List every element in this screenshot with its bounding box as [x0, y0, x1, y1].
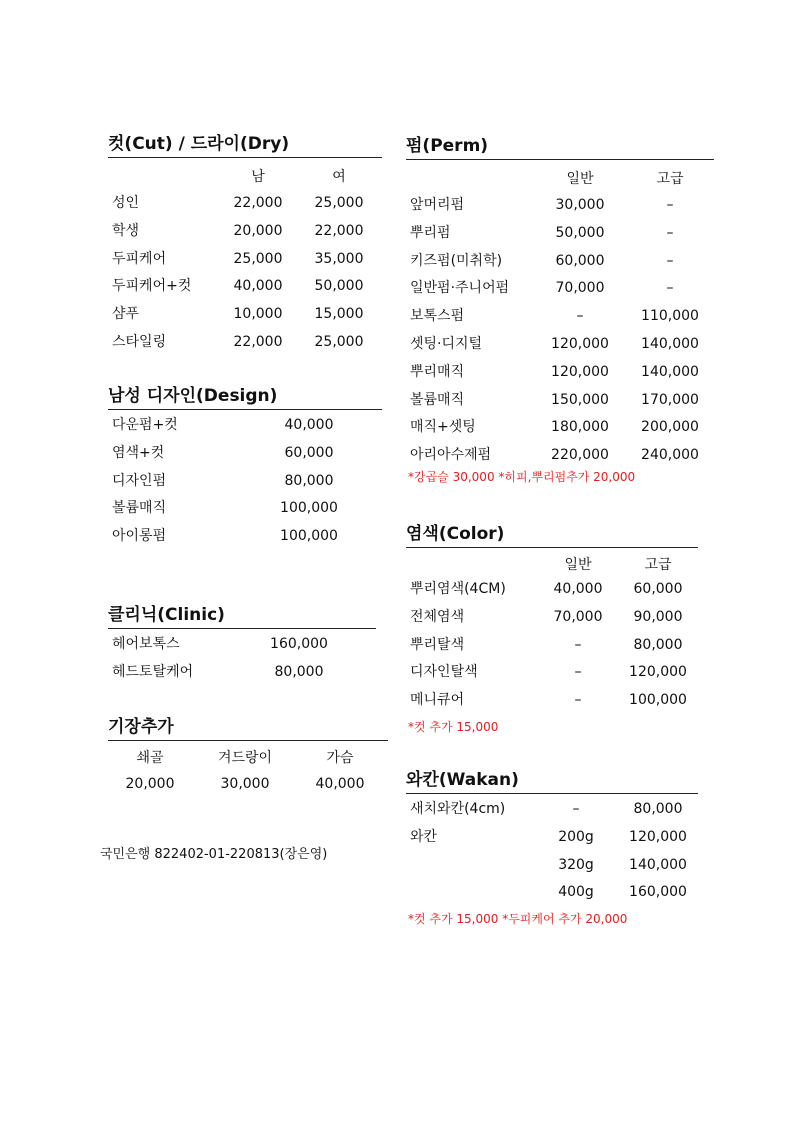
price-regular: 220,000 — [551, 447, 609, 464]
perm-row — [406, 192, 714, 220]
price-male: 25,000 — [233, 250, 283, 267]
perm-note: *강곱슬 30,000 *히피,뿌리펌추가 20,000 — [408, 470, 636, 484]
design-title: 남성 디자인(Design) — [108, 386, 278, 406]
price-premium: 120,000 — [629, 664, 687, 681]
item-name: 두피케어 — [112, 250, 167, 267]
price-premium: 60,000 — [633, 581, 683, 597]
item-name: 뿌리염색(4CM) — [410, 581, 506, 597]
price-male: 22,000 — [233, 333, 283, 350]
item-name: 다운펌+컷 — [112, 417, 178, 433]
cut-title: 컷(Cut) / 드라이(Dry) — [108, 134, 290, 154]
item-name: 헤드토탈케어 — [112, 663, 194, 680]
price-regular: – — [574, 664, 582, 681]
item-price: 80,000 — [633, 801, 683, 817]
length-value-collarbone: 20,000 — [125, 776, 175, 792]
item-name: 볼륨매직 — [410, 391, 465, 408]
price-female: 15,000 — [314, 306, 364, 323]
color-section — [406, 523, 698, 715]
item-name: 디자인펌 — [112, 472, 167, 489]
price-premium: 240,000 — [641, 447, 699, 464]
color-row — [406, 604, 698, 632]
item-name: 매직+셋팅 — [410, 419, 476, 436]
item-price: 120,000 — [629, 828, 687, 845]
wakan-title: 와칸(Wakan) — [406, 770, 519, 790]
cut-header — [108, 162, 382, 188]
perm-row — [406, 220, 714, 248]
wakan-row — [406, 824, 698, 852]
perm-row — [406, 414, 714, 442]
design-row — [108, 412, 382, 440]
price-male: 22,000 — [233, 195, 283, 211]
price-premium: 170,000 — [641, 391, 699, 408]
perm-row — [406, 442, 714, 470]
design-row — [108, 495, 382, 523]
option: 400g — [558, 884, 594, 901]
perm-row — [406, 331, 714, 359]
item-price: 40,000 — [284, 417, 334, 433]
price-premium: – — [666, 252, 674, 269]
item-name: 셋팅·디지털 — [410, 335, 483, 352]
perm-header-premium: 고급 — [656, 171, 684, 187]
item-name: 학생 — [112, 222, 140, 239]
color-note: *컷 추가 15,000 — [408, 720, 499, 734]
price-regular: – — [574, 692, 582, 709]
clinic-section — [108, 604, 376, 687]
color-header-regular: 일반 — [564, 557, 592, 573]
item-name: 샴푸 — [112, 306, 140, 323]
wakan-row — [406, 879, 698, 907]
item-name: 보톡스펌 — [410, 308, 465, 325]
item-name: 디자인탈색 — [410, 664, 478, 681]
price-premium: – — [666, 224, 674, 241]
price-female: 25,000 — [314, 333, 364, 350]
price-premium: 110,000 — [641, 308, 699, 325]
perm-header-regular: 일반 — [566, 171, 594, 187]
wakan-row — [406, 796, 698, 824]
perm-divider — [406, 159, 714, 160]
item-name: 와칸 — [410, 828, 438, 845]
item-price: 160,000 — [270, 636, 328, 652]
item-name: 앞머리펌 — [410, 197, 465, 213]
item-name: 메니큐어 — [410, 692, 465, 709]
item-name: 전체염색 — [410, 608, 465, 625]
cut-row — [108, 190, 382, 218]
color-row — [406, 659, 698, 687]
item-name: 뿌리매직 — [410, 363, 465, 380]
item-price: 100,000 — [280, 500, 338, 517]
price-female: 35,000 — [314, 250, 364, 267]
item-name: 염색+컷 — [112, 444, 165, 461]
price-regular: 70,000 — [553, 608, 603, 625]
length-header-chest: 가슴 — [326, 750, 354, 766]
price-regular: 180,000 — [551, 419, 609, 436]
item-price: 160,000 — [629, 884, 687, 901]
price-male: 20,000 — [233, 222, 283, 239]
color-row — [406, 576, 698, 604]
item-name: 아리아수제펌 — [410, 447, 492, 464]
price-female: 25,000 — [314, 195, 364, 211]
cut-divider — [108, 157, 382, 158]
length-header-armpit: 겨드랑이 — [217, 750, 273, 766]
price-premium: – — [666, 197, 674, 213]
item-name: 두피케어+컷 — [112, 278, 192, 295]
price-premium: 140,000 — [641, 335, 699, 352]
item-price: 80,000 — [274, 663, 324, 680]
design-row — [108, 468, 382, 496]
price-premium: 100,000 — [629, 692, 687, 709]
item-name: 뿌리탈색 — [410, 636, 465, 653]
price-regular: – — [576, 308, 584, 325]
length-section — [108, 716, 388, 799]
price-regular: 120,000 — [551, 363, 609, 380]
item-name: 헤어보톡스 — [112, 636, 180, 652]
perm-row — [406, 303, 714, 331]
perm-row — [406, 359, 714, 387]
cut-header-male: 남 — [251, 169, 265, 185]
price-regular: 70,000 — [555, 280, 605, 297]
perm-row — [406, 387, 714, 415]
option: 320g — [558, 856, 594, 873]
design-section — [108, 385, 382, 551]
length-header-collarbone: 쇄골 — [136, 750, 164, 766]
length-title: 기장추가 — [108, 717, 174, 737]
item-price: 100,000 — [280, 528, 338, 545]
item-name: 새치와칸(4cm) — [410, 801, 506, 817]
length-header — [108, 743, 388, 771]
item-price: 60,000 — [284, 444, 334, 461]
clinic-divider — [108, 628, 376, 629]
length-value-chest: 40,000 — [315, 776, 365, 792]
color-header — [406, 550, 698, 576]
length-values — [108, 771, 388, 799]
design-row — [108, 440, 382, 468]
item-name: 뿌리펌 — [410, 224, 451, 241]
price-premium: 200,000 — [641, 419, 699, 436]
item-name: 볼륨매직 — [112, 500, 167, 517]
clinic-row — [108, 631, 376, 659]
price-premium: 140,000 — [641, 363, 699, 380]
color-header-premium: 고급 — [644, 557, 672, 573]
cut-row — [108, 218, 382, 246]
length-divider — [108, 740, 388, 741]
perm-row — [406, 275, 714, 303]
length-value-armpit: 30,000 — [220, 776, 270, 792]
item-price: 80,000 — [284, 472, 334, 489]
clinic-row — [108, 659, 376, 687]
item-name: 일반펌·주니어펌 — [410, 280, 510, 297]
price-premium: 80,000 — [633, 636, 683, 653]
price-regular: 30,000 — [555, 197, 605, 213]
price-regular: 120,000 — [551, 335, 609, 352]
color-title: 염색(Color) — [406, 524, 505, 544]
perm-row — [406, 248, 714, 276]
item-name: 키즈펌(미취학) — [410, 252, 503, 269]
item-name: 성인 — [112, 195, 140, 211]
price-premium: 90,000 — [633, 608, 683, 625]
color-row — [406, 687, 698, 715]
perm-section — [406, 135, 714, 470]
color-divider — [406, 547, 698, 548]
price-female: 22,000 — [314, 222, 364, 239]
wakan-row — [406, 852, 698, 880]
price-premium: – — [666, 280, 674, 297]
price-regular: – — [574, 636, 582, 653]
perm-title: 펌(Perm) — [406, 136, 489, 156]
clinic-title: 클리닉(Clinic) — [108, 605, 225, 625]
item-price: 140,000 — [629, 856, 687, 873]
design-row — [108, 523, 382, 551]
item-name: 아이롱펌 — [112, 528, 167, 545]
price-regular: 60,000 — [555, 252, 605, 269]
design-divider — [108, 409, 382, 410]
option: – — [572, 801, 580, 817]
cut-section — [108, 133, 382, 357]
price-regular: 50,000 — [555, 224, 605, 241]
price-male: 40,000 — [233, 278, 283, 295]
wakan-divider — [406, 793, 698, 794]
wakan-note: *컷 추가 15,000 *두피케어 추가 20,000 — [408, 912, 628, 926]
bank-account: 국민은행 822402-01-220813(장은영) — [100, 847, 328, 862]
color-row — [406, 632, 698, 660]
wakan-section — [406, 769, 698, 907]
price-regular: 150,000 — [551, 391, 609, 408]
cut-row — [108, 329, 382, 357]
perm-header — [406, 164, 714, 190]
price-male: 10,000 — [233, 306, 283, 323]
price-regular: 40,000 — [553, 581, 603, 597]
cut-row — [108, 301, 382, 329]
cut-header-female: 여 — [332, 169, 346, 185]
cut-row — [108, 273, 382, 301]
item-name: 스타일링 — [112, 333, 167, 350]
price-female: 50,000 — [314, 278, 364, 295]
option: 200g — [558, 828, 594, 845]
cut-row — [108, 246, 382, 274]
